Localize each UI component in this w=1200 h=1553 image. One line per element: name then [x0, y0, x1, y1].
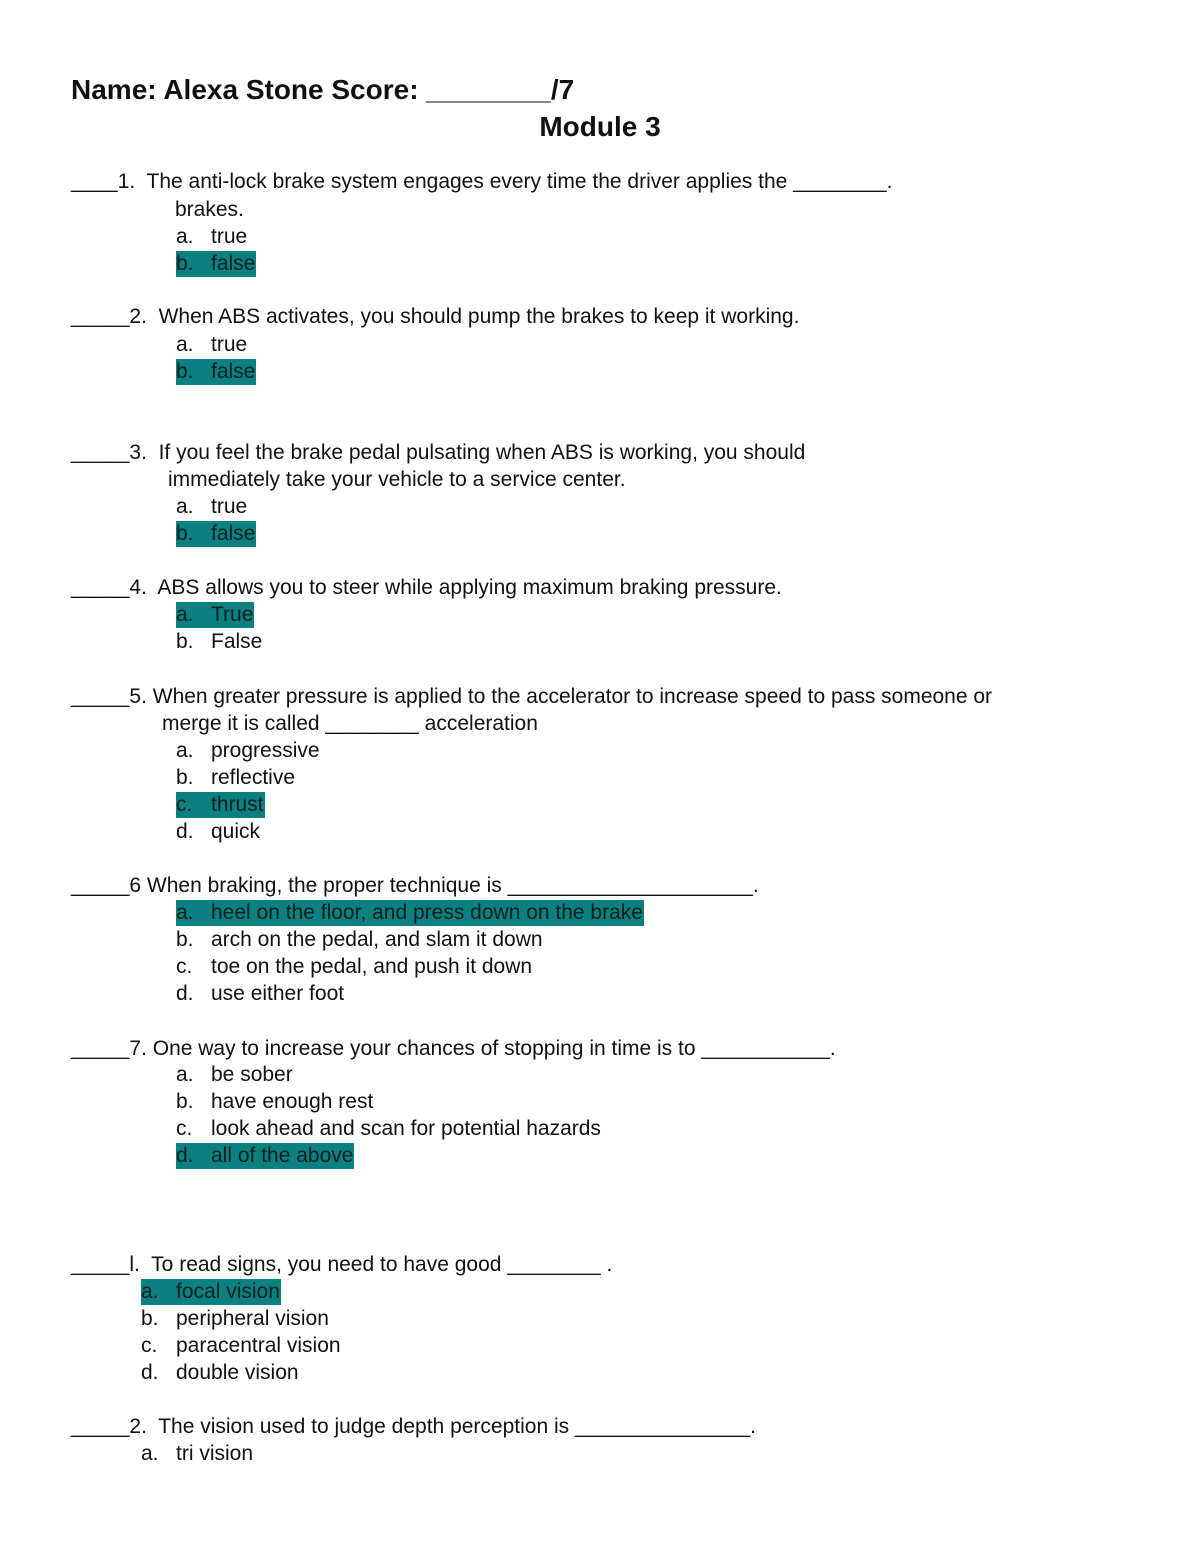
option-text: peripheral vision [176, 1307, 329, 1330]
name-score-heading: Name: Alexa Stone Score: ________/7 [71, 74, 575, 105]
question-6-option-a-selected[interactable] [176, 900, 644, 926]
option-text: have enough rest [211, 1090, 374, 1113]
option-text: heel on the floor, and press down on the brake [211, 901, 643, 924]
option-text: false [211, 522, 256, 545]
question-7-option-b[interactable] [176, 1089, 374, 1115]
option-text: look ahead and scan for potential hazards [211, 1117, 601, 1140]
option-letter: c. [176, 1117, 193, 1140]
option-text: focal vision [176, 1280, 280, 1303]
question-4-option-a-selected[interactable] [176, 602, 254, 628]
question-4-prompt: _____4. ABS allows you to steer while applying maximum braking pressure. [71, 576, 782, 599]
option-text: false [211, 360, 256, 383]
question-6-option-c[interactable] [176, 954, 533, 980]
option-letter: b. [176, 360, 194, 383]
question-1-option-a[interactable] [176, 224, 248, 250]
option-letter: d. [176, 982, 194, 1005]
option-letter: a. [176, 495, 194, 518]
option-letter: d. [141, 1361, 159, 1384]
option-text: true [211, 225, 248, 248]
question-7-prompt: _____7. One way to increase your chances of stopping in time is to ___________. [71, 1037, 836, 1060]
option-letter: a. [176, 603, 194, 626]
option-text: all of the above [211, 1144, 354, 1167]
question-3-continuation: immediately take your vehicle to a service center. [168, 468, 626, 491]
option-letter: b. [176, 630, 194, 653]
question-2-option-b-selected[interactable] [176, 359, 256, 385]
vision-question-1-option-c[interactable] [141, 1333, 342, 1359]
option-text: be sober [211, 1063, 293, 1086]
vision-question-1-option-b[interactable] [141, 1306, 330, 1332]
question-5-prompt: _____5. When greater pressure is applied to the accelerator to increase speed to pass someone or [71, 685, 993, 708]
option-text: toe on the pedal, and push it down [211, 955, 533, 978]
option-text: true [211, 333, 248, 356]
option-text: reflective [211, 766, 296, 789]
option-letter: b. [176, 928, 194, 951]
option-text: paracentral vision [176, 1334, 341, 1357]
question-5-option-d[interactable] [176, 819, 261, 845]
question-5-continuation: merge it is called ________ acceleration [162, 712, 538, 735]
question-3-option-a[interactable] [176, 494, 248, 520]
vision-question-1-option-a-selected[interactable] [141, 1279, 281, 1305]
option-letter: a. [176, 333, 194, 356]
question-6-prompt: _____6 When braking, the proper technique is _____________________. [71, 874, 759, 897]
question-1-option-b-selected[interactable] [176, 251, 256, 277]
question-1-continuation: brakes. [175, 198, 244, 221]
option-letter: b. [141, 1307, 159, 1330]
option-text: arch on the pedal, and slam it down [211, 928, 543, 951]
question-3-prompt: _____3. If you feel the brake pedal pulsating when ABS is working, you should [71, 441, 806, 464]
module-title: Module 3 [539, 111, 661, 142]
question-7-option-a[interactable] [176, 1062, 294, 1088]
option-letter: b. [176, 766, 194, 789]
option-text: false [211, 252, 256, 275]
question-6-option-d[interactable] [176, 981, 345, 1007]
option-letter: c. [176, 955, 193, 978]
option-letter: a. [141, 1280, 159, 1303]
option-letter: b. [176, 1090, 194, 1113]
option-text: True [211, 603, 254, 626]
option-text: double vision [176, 1361, 299, 1384]
option-letter: a. [176, 739, 194, 762]
option-letter: b. [176, 252, 194, 275]
option-text: False [211, 630, 263, 653]
question-3-option-b-selected[interactable] [176, 521, 256, 547]
option-letter: a. [176, 225, 194, 248]
question-2-prompt: _____2. When ABS activates, you should pump the brakes to keep it working. [71, 305, 800, 328]
question-5-option-c-selected[interactable] [176, 792, 265, 818]
option-letter: a. [141, 1442, 159, 1465]
question-7-option-c[interactable] [176, 1116, 602, 1142]
vision-question-1-prompt: _____l. To read signs, you need to have good ________ . [71, 1253, 613, 1276]
question-1-prompt: ____1. The anti-lock brake system engages every time the driver applies the ________. [71, 170, 893, 193]
option-text: true [211, 495, 248, 518]
option-letter: b. [176, 522, 194, 545]
option-text: progressive [211, 739, 320, 762]
option-letter: c. [176, 793, 193, 816]
question-5-option-b[interactable] [176, 765, 296, 791]
option-letter: a. [176, 901, 194, 924]
question-4-option-b[interactable] [176, 629, 263, 655]
option-text: thrust [211, 793, 264, 816]
option-letter: d. [176, 820, 194, 843]
question-7-option-d-selected[interactable] [176, 1143, 354, 1169]
question-5-option-a[interactable] [176, 738, 321, 764]
option-text: use either foot [211, 982, 345, 1005]
vision-question-2-option-a[interactable] [141, 1441, 254, 1467]
option-letter: a. [176, 1063, 194, 1086]
vision-question-1-option-d[interactable] [141, 1360, 300, 1386]
option-letter: d. [176, 1144, 194, 1167]
option-text: quick [211, 820, 261, 843]
option-letter: c. [141, 1334, 158, 1357]
question-2-option-a[interactable] [176, 332, 248, 358]
vision-question-2-prompt: _____2. The vision used to judge depth perception is _______________. [71, 1415, 756, 1438]
question-6-option-b[interactable] [176, 927, 544, 953]
option-text: tri vision [176, 1442, 254, 1465]
